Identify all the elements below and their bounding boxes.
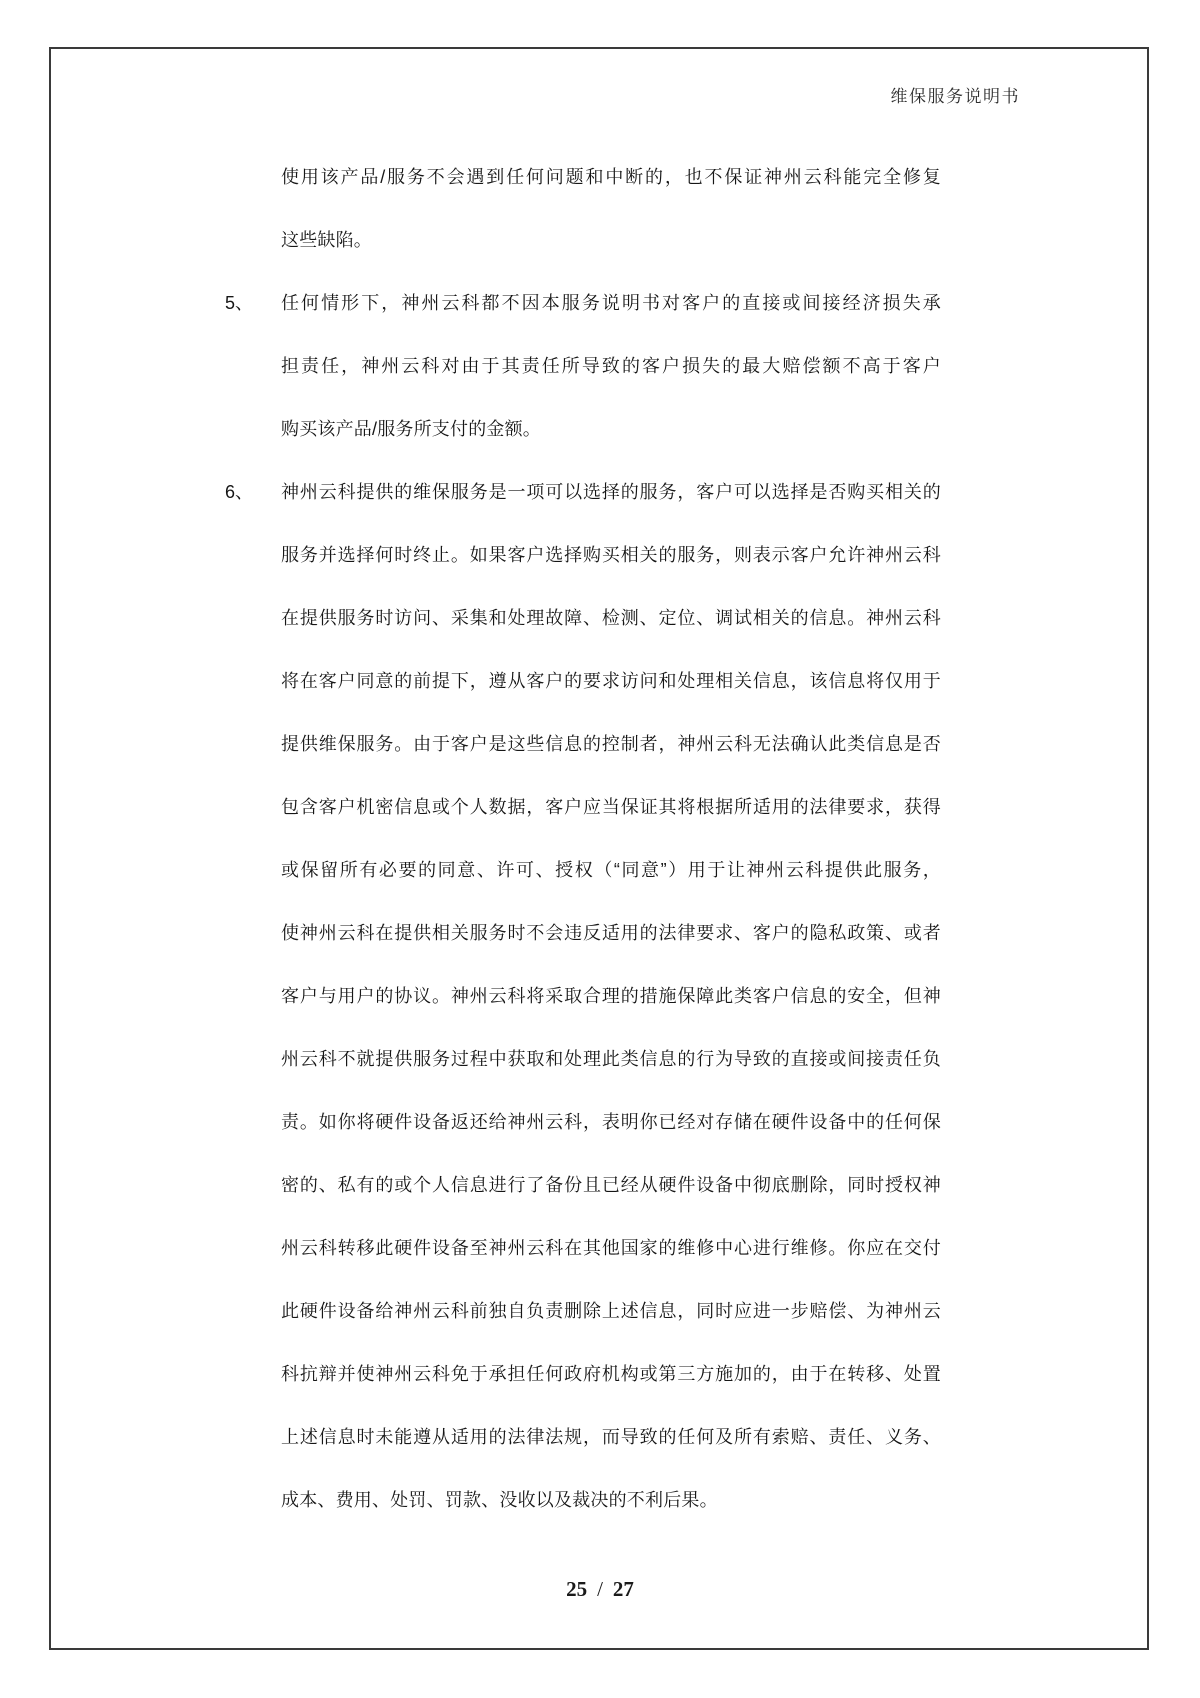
body-line: 服务并选择何时终止。如果客户选择购买相关的服务，则表示客户允许神州云科 <box>281 545 941 565</box>
body-line: 任何情形下，神州云科都不因本服务说明书对客户的直接或间接经济损失承 <box>281 293 941 313</box>
page-number-total: 27 <box>612 1577 634 1601</box>
body-line: 此硬件设备给神州云科前独自负责删除上述信息，同时应进一步赔偿、为神州云 <box>281 1301 941 1321</box>
body-line: 密的、私有的或个人信息进行了备份且已经从硬件设备中彻底删除，同时授权神 <box>281 1175 941 1195</box>
body-line: 或保留所有必要的同意、许可、授权（“同意”）用于让神州云科提供此服务， <box>281 860 941 880</box>
body-line: 担责任，神州云科对由于其责任所导致的客户损失的最大赔偿额不高于客户 <box>281 356 941 376</box>
body-line: 成本、费用、处罚、罚款、没收以及裁决的不利后果。 <box>281 1490 718 1510</box>
body-line: 提供维保服务。由于客户是这些信息的控制者，神州云科无法确认此类信息是否 <box>281 734 941 754</box>
body-line: 包含客户机密信息或个人数据，客户应当保证其将根据所适用的法律要求，获得 <box>281 797 941 817</box>
body-line: 州云科转移此硬件设备至神州云科在其他国家的维修中心进行维修。你应在交付 <box>281 1238 941 1258</box>
body-line: 神州云科提供的维保服务是一项可以选择的服务，客户可以选择是否购买相关的 <box>281 482 941 502</box>
body-line: 购买该产品/服务所支付的金额。 <box>281 419 541 439</box>
body-line: 将在客户同意的前提下，遵从客户的要求访问和处理相关信息，该信息将仅用于 <box>281 671 941 691</box>
page-number-current: 25 <box>566 1577 588 1601</box>
body-line: 这些缺陷。 <box>281 230 372 250</box>
body-line: 使用该产品/服务不会遇到任何问题和中断的，也不保证神州云科能完全修复 <box>281 167 941 187</box>
page-number <box>0 1574 1200 1604</box>
body-text-column <box>281 146 941 1532</box>
body-line: 在提供服务时访问、采集和处理故障、检测、定位、调试相关的信息。神州云科 <box>281 608 941 628</box>
list-item-number-5: 5、 <box>225 293 254 313</box>
page-number-separator: / <box>597 1577 603 1601</box>
page-header-title: 维保服务说明书 <box>890 87 1020 106</box>
body-line: 责。如你将硬件设备返还给神州云科，表明你已经对存储在硬件设备中的任何保 <box>281 1112 941 1132</box>
body-line: 州云科不就提供服务过程中获取和处理此类信息的行为导致的直接或间接责任负 <box>281 1049 941 1069</box>
body-line: 客户与用户的协议。神州云科将采取合理的措施保障此类客户信息的安全，但神 <box>281 986 941 1006</box>
body-line: 科抗辩并使神州云科免于承担任何政府机构或第三方施加的，由于在转移、处置 <box>281 1364 941 1384</box>
body-line: 上述信息时未能遵从适用的法律法规，而导致的任何及所有索赔、责任、义务、 <box>281 1427 941 1447</box>
list-item-number-6: 6、 <box>225 482 254 502</box>
body-line: 使神州云科在提供相关服务时不会违反适用的法律要求、客户的隐私政策、或者 <box>281 923 941 943</box>
